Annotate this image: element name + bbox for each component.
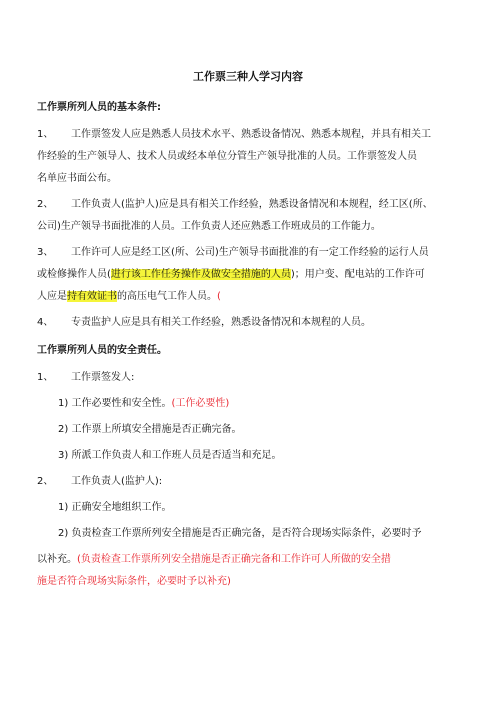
- s1-item3-line1: [37, 246, 429, 260]
- text-segment: 的高压电气工作人员。: [117, 291, 217, 302]
- section1-heading: 工作票所列人员的基本条件:: [37, 102, 161, 113]
- sub-text: 1) 工作必要性和安全性。: [58, 398, 172, 409]
- s1-item3-line3: [37, 290, 221, 304]
- red-annotation-continued: 施是否符合现场实际条件，必要时予以补充): [37, 576, 231, 587]
- s1-item4-line1: [37, 316, 371, 330]
- s2-group1-sub3: 3) 所派工作负责人和工作班人员是否适当和充足。: [58, 450, 282, 461]
- s2-group2-label: [37, 475, 162, 489]
- s1-item1-line2: 作经验的生产领导人、技术人员或经本单位分管生产领导批准的人员。工作票签发人员: [37, 151, 417, 162]
- text-segment: 人应是: [37, 291, 67, 302]
- s1-item1-line3: 名单应书面公布。: [37, 173, 117, 184]
- item-text: 工作许可人应是经工区(所、公司)生产领导书面批准的有一定工作经验的运行人员: [71, 247, 429, 258]
- s2-group2-sub1: 1) 正确安全地组织工作。: [58, 502, 172, 513]
- document-title: 工作票三种人学习内容: [193, 70, 303, 83]
- sub-text: 以补充。: [37, 554, 77, 565]
- s2-group1-sub2: 2) 工作票上所填安全措施是否正确完备。: [58, 424, 242, 435]
- red-annotation: (: [217, 291, 221, 302]
- section2-heading: 工作票所列人员的安全责任。: [37, 345, 167, 356]
- s2-group1-sub1: [58, 397, 229, 411]
- s1-item2-line2: 公司)生产领导书面批准的人员。工作负责人还应熟悉工作班成员的工作能力。: [37, 221, 381, 232]
- group-label: 工作负责人(监护人):: [71, 476, 163, 487]
- s1-item2-line1: [37, 198, 433, 212]
- text-segment: )；用户变、配电站的工作许可: [290, 269, 425, 280]
- text-segment: 或检修操作人员(: [37, 269, 111, 280]
- s2-group2-sub2-cont: [37, 553, 391, 567]
- item-number: 2、: [37, 199, 54, 210]
- s2-group2-sub2: 2) 负责检查工作票所列安全措施是否正确完备，是否符合现场实际条件，必要时予: [58, 528, 422, 539]
- group-label: 工作票签发人:: [71, 372, 135, 383]
- item-number: 4、: [37, 317, 54, 328]
- item-number: 2、: [37, 476, 54, 487]
- red-annotation: (工作必要性): [171, 398, 230, 409]
- item-text: 工作负责人(监护人)应是具有相关工作经验，熟悉设备情况和本规程，经工区(所、: [71, 199, 433, 210]
- s2-group1-label: [37, 371, 134, 385]
- highlighted-text: 进行该工作任务操作及做安全措施的人员: [110, 269, 291, 280]
- red-annotation: (负责检查工作票所列安全措施是否正确完备和工作许可人所做的安全措: [77, 554, 391, 565]
- item-text: 专责监护人应是具有相关工作经验，熟悉设备情况和本规程的人员。: [71, 317, 371, 328]
- item-text: 工作票签发人应是熟悉人员技术水平、熟悉设备情况、熟悉本规程，并具有相关工: [71, 129, 431, 140]
- s1-item1-line1: [37, 128, 431, 142]
- highlighted-text: 持有效证书: [67, 291, 117, 302]
- s1-item3-line2: [37, 268, 425, 282]
- item-number: 3、: [37, 247, 54, 258]
- item-number: 1、: [37, 372, 54, 383]
- item-number: 1、: [37, 129, 54, 140]
